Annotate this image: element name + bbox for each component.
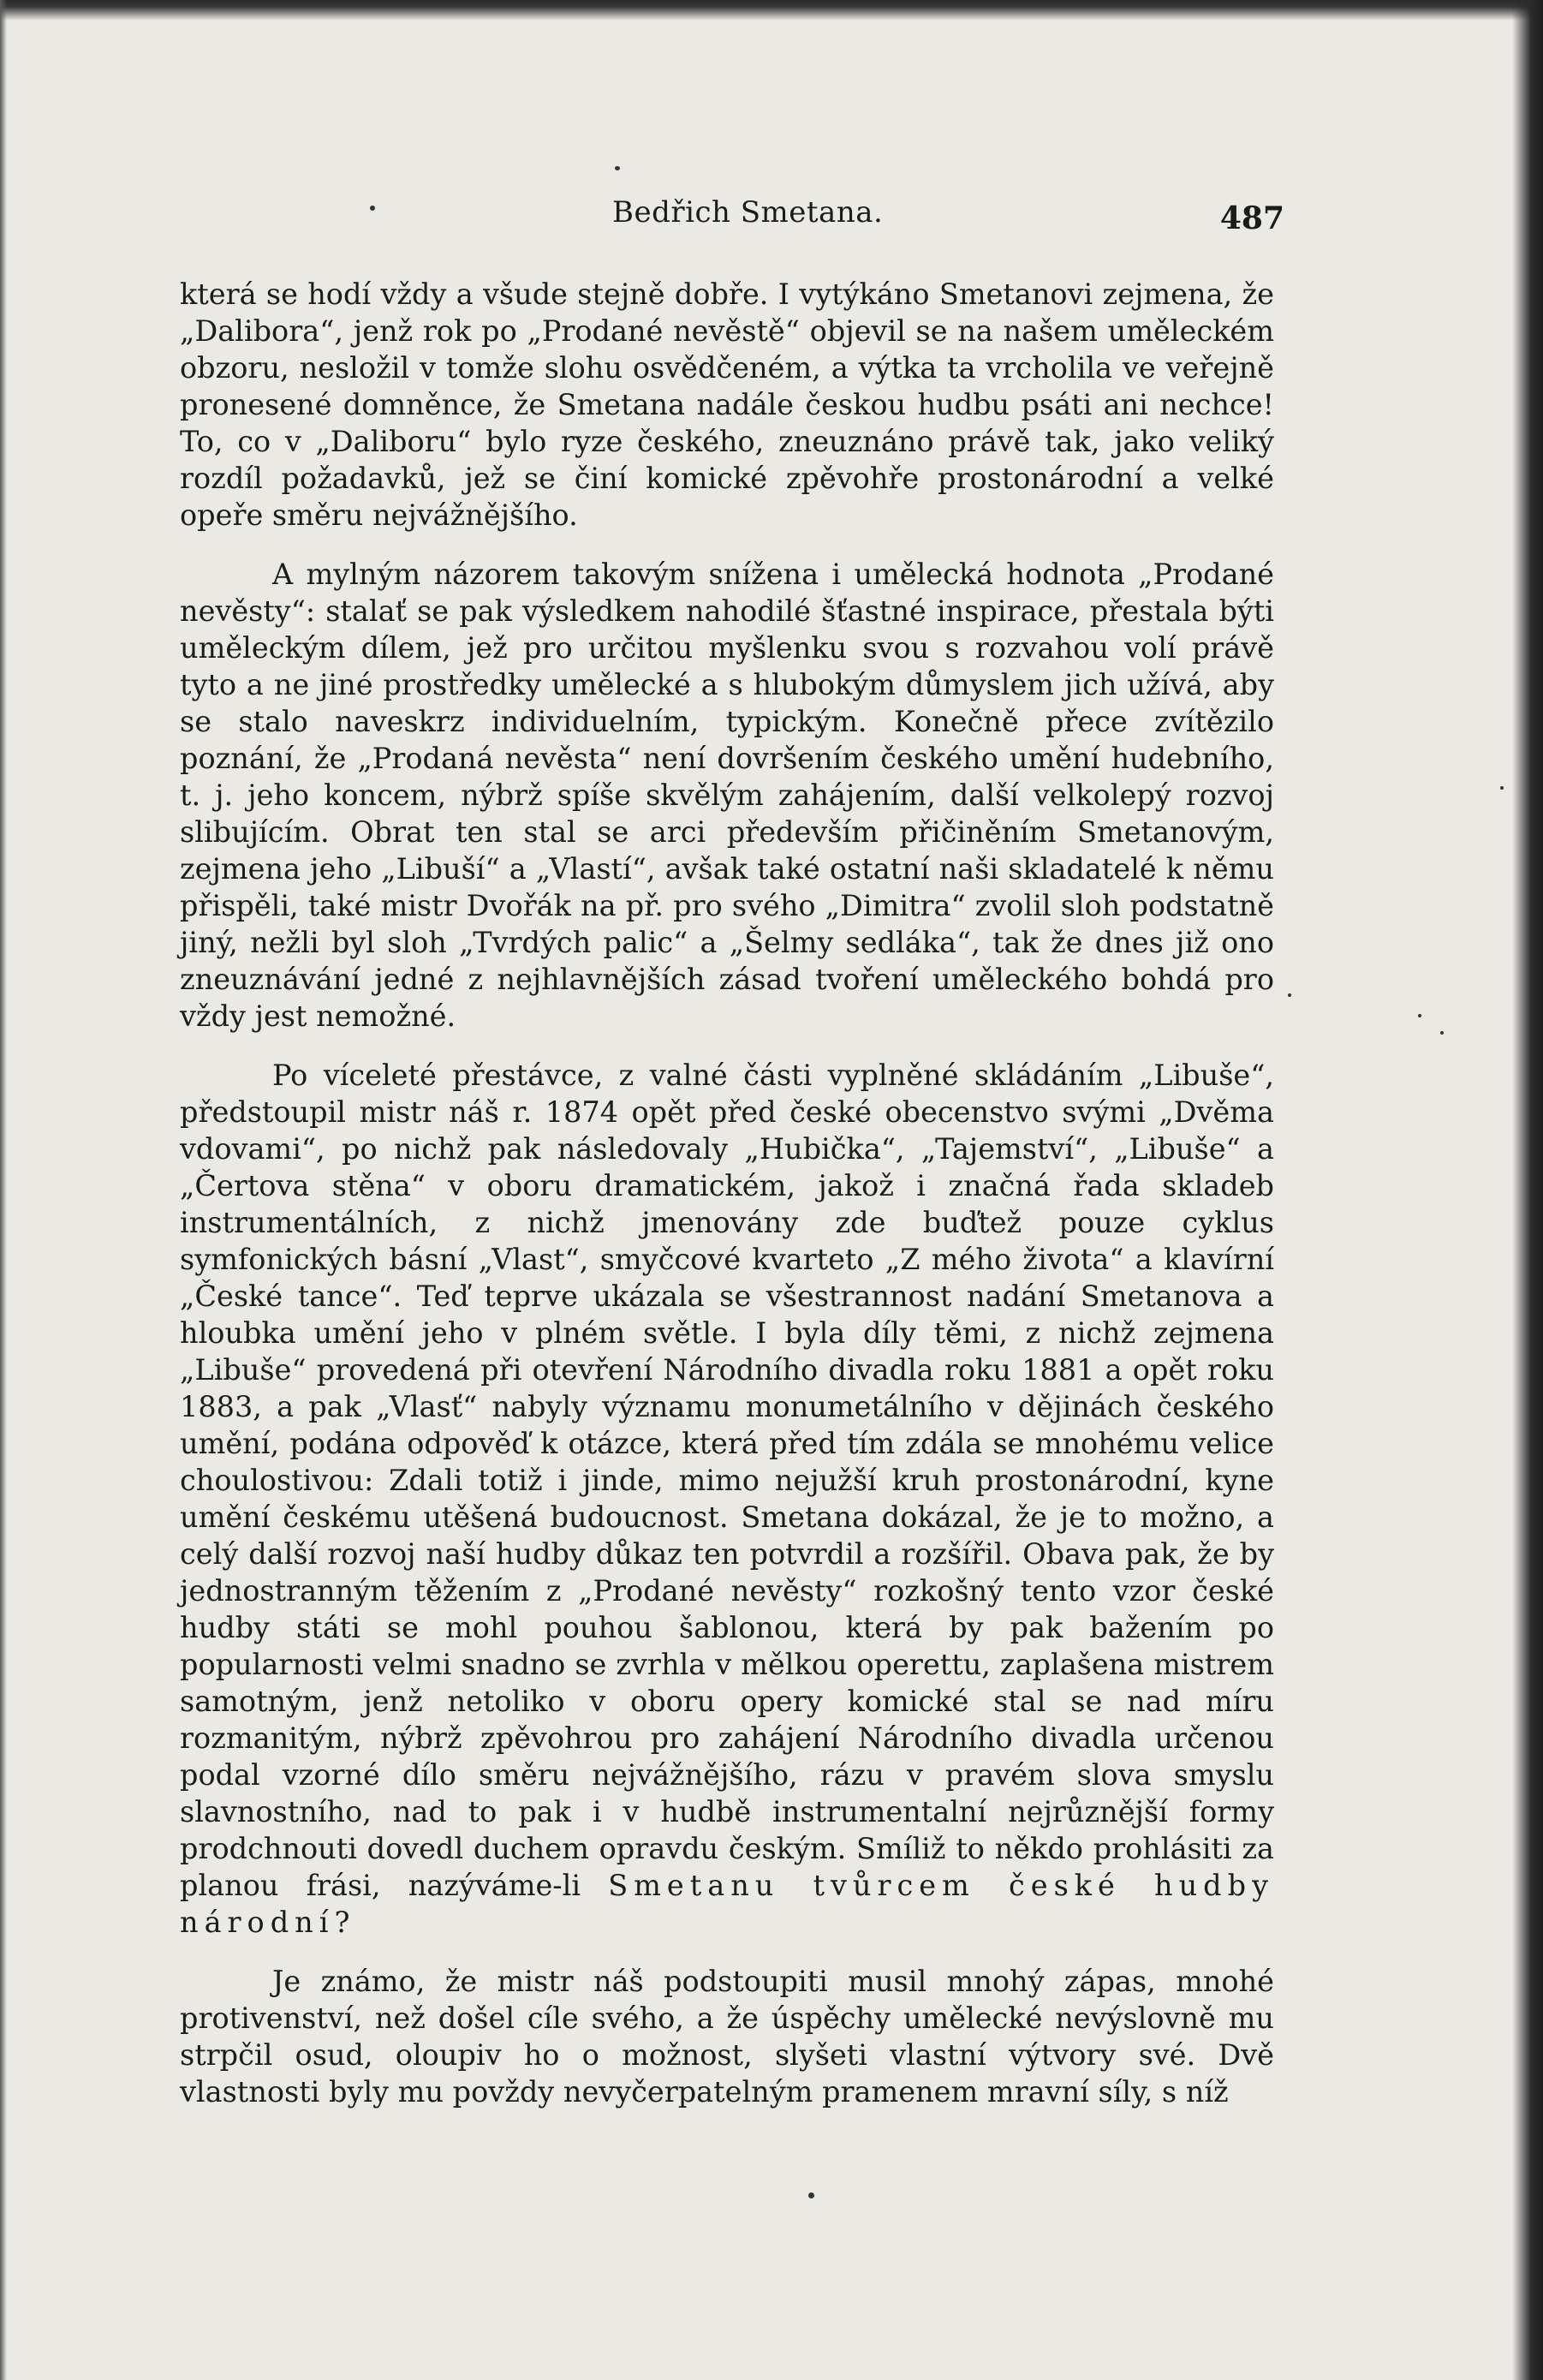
paragraph-text: Je známo, že mistr náš podstoupiti musil mnohý zápas, mnohé protivenství, než došel cíle svého, a že úspěchy umělecké nevýslovně mu strpčil osud, oloupiv ho o možnost, slyšeti vlastní výtvory své. Dvě vlastnosti byly mu povždy nevyčerpatelným pramenem mravní síly, s níž [180,1965,1274,2109]
page-number: 487 [1219,200,1284,236]
paragraph-text: která se hodí vždy a všude stejně dobře. I vytýkáno Smetanovi zejmena, že „Dalibora“, jenž rok po „Prodané nevěstě“ objevil se na našem uměleckém obzoru, nesložil v tomže slohu osvědčeném, a výtka ta vrcholila ve veřejně pronesené domněnce, že Smetana nadále českou hudbu psáti ani nechce! To, co v „Daliboru“ bylo ryze českého, zneuznáno právě tak, jako veliký rozdíl požadavků, jež se činí komické zpěvohře prostonárodní a velké opeře směru nejvážnějšího. [180,277,1274,532]
scan-speck [1288,993,1291,997]
running-title: Bedřich Smetana. [612,195,884,230]
scan-speck [1418,1014,1421,1017]
page-header [180,190,1284,242]
scan-edge-right [1512,0,1543,2380]
paragraph-3 [180,1057,1274,1941]
scan-speck [808,2192,814,2198]
scan-edge-left [0,0,7,2380]
paragraph-text: A mylným názorem takovým snížena i umělecká hodnota „Prodané nevěsty“: stalať se pak výsledkem nahodilé šťastné inspirace, přestala býti uměleckým dílem, jež pro určitou myšlenku svou s rozvahou volí právě tyto a ne jiné prostředky umělecké a s hlubokým důmyslem jich užívá, aby se stalo naveskrz individuelním, typickým. Konečně přece zvítězilo poznání, že „Prodaná nevěsta“ není dovršením českého umění hudebního, t. j. jeho koncem, nýbrž spíše skvělým zahájením, další velkolepý rozvoj slibujícím. Obrat ten stal se arci především přičiněním Smetanovým, zejmena jeho „Libuší“ a „Vlastí“, avšak také ostatní naši skladatelé k němu přispěli, také mistr Dvořák na př. pro svého „Dimitra“ zvolil sloh podstatně jiný, nežli byl sloh „Tvrdých palic“ a „Šelmy sedláka“, tak že dnes již ono zneuznávání jedné z nejhlavnějších zásad tvoření uměleckého bohdá pro vždy jest nemožné. [180,558,1274,1033]
scan-speck [615,166,620,170]
body-text [180,276,1274,2132]
paragraph-2 [180,556,1274,1035]
scan-speck [1440,1031,1444,1035]
paragraph-4 [180,1963,1274,2110]
paragraph-text-tail: ? [334,1906,350,1939]
paragraph-1 [180,276,1274,534]
scan-edge-top [0,0,1543,21]
paragraph-text: Po víceleté přestávce, z valné části vyplněné skládáním „Libuše“, předstoupil mistr náš r. 1874 opět před české obecenstvo svými „Dvěma vdovami“, po nichž pak následovaly „Hubička“, „Tajemství“, „Libuše“ a „Čertova stěna“ v oboru dramatickém, jakož i značná řada skladeb instrumentálních, z nichž jmenovány zde buďtež pouze cyklus symfonických básní „Vlast“, smyčcové kvarteto „Z mého života“ a klavírní „České tance“. Teď teprve ukázala se všestrannost nadání Smetanova a hloubka umění jeho v plném světle. I byla díly těmi, z nichž zejmena „Libuše“ provedená při otevření Národního divadla roku 1881 a opět roku 1883, a pak „Vlasť“ nabyly významu monumetálního v dějinách českého umění, podána odpověď k otázce, která před tím zdála se mnohému velice choulostivou: Zdali totiž i jinde, mimo nejužší kruh prostonárodní, kyne umění českému utěšená budoucnost. Smetana dokázal, že je to možno, a celý další rozvoj naší hudby důkaz ten potvrdil a rozšířil. Obava pak, že by jednostranným těžením z „Prodané nevěsty“ rozkošný tento vzor české hudby státi se mohl pouhou šablonou, která by pak bažením po popularnosti velmi snadno se zvrhla v mělkou operettu, zaplašena mistrem samotným, jenž netoliko v oboru opery komické stal se nad míru rozmanitým, nýbrž zpěvohrou pro zahájení Národního divadla určenou podal vzorné dílo směru nejvážnějšího, rázu v pravém slova smyslu slavnostního, nad to pak i v hudbě instrumentalní nejrůznější formy prodchnouti dovedl duchem opravdu českým. Smíliž to někdo prohlásiti za planou frási, nazýváme-li [180,1059,1274,1902]
scan-speck [1500,786,1504,790]
emphasized-phrase: Smetanu tvůrcem české hudby národní [180,1869,1274,1939]
